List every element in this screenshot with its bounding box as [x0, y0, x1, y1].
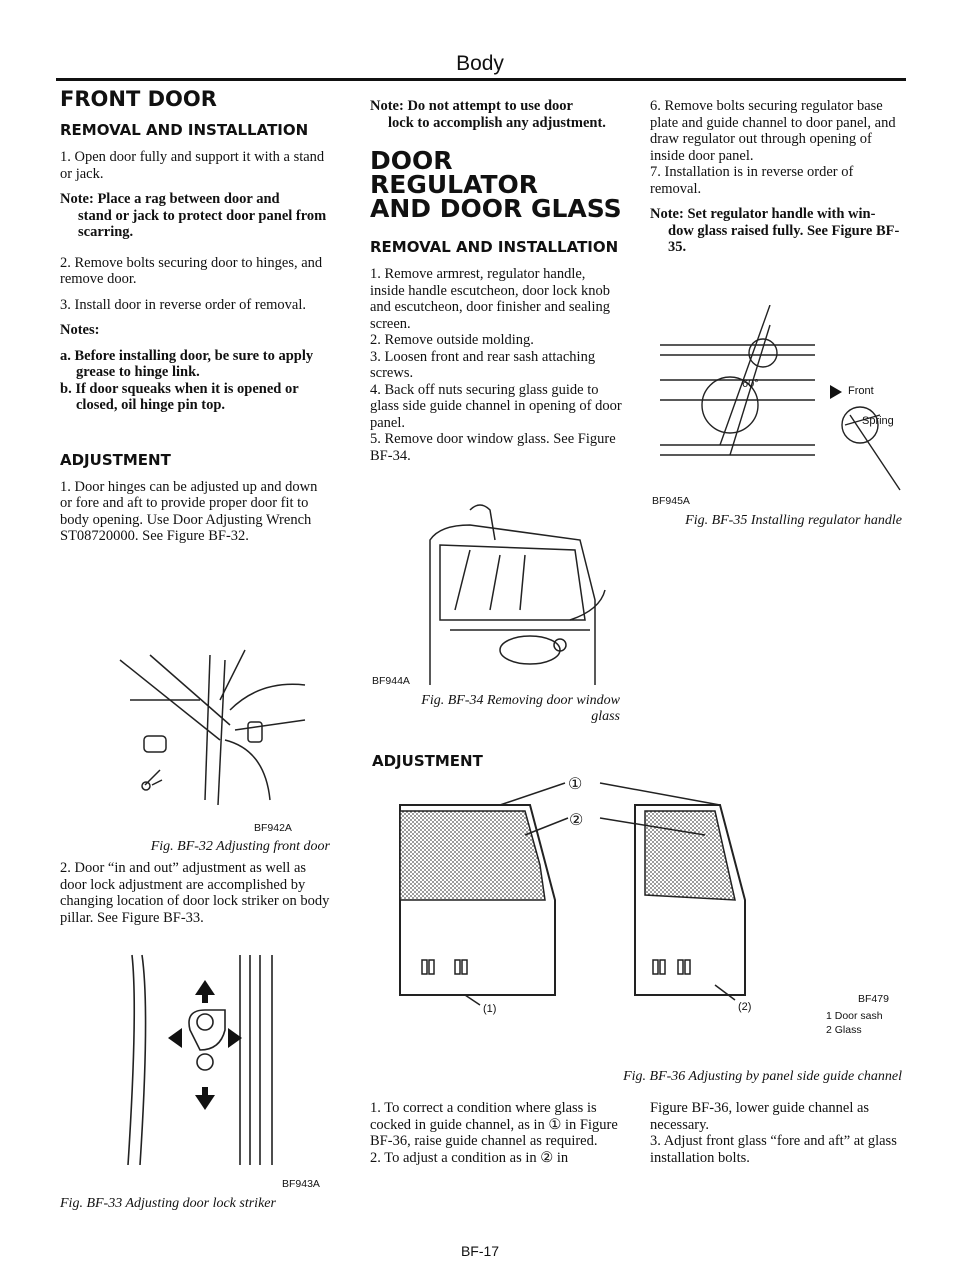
fig-bf36-caption: Fig. BF-36 Adjusting by panel side guide channel	[623, 1069, 902, 1084]
fig-bf35-caption: Fig. BF-35 Installing regulator handle	[685, 513, 902, 528]
fig-bf33-code: BF943A	[282, 1178, 320, 1190]
regulator-handle-note-line1: Note: Set regulator handle with win-	[650, 206, 876, 222]
fig-bf32-illustration	[90, 640, 330, 820]
regulator-step-4: 4. Back off nuts securing glass guide to glass side guide channel in opening of door panel.	[370, 381, 622, 431]
front-door-step-1: 1. Open door fully and support it with a stand or jack.	[60, 149, 325, 182]
front-door-note-a: a. Before installing door, be sure to apply grease to hinge link.	[60, 347, 314, 380]
fig-bf32-caption: Fig. BF-32 Adjusting front door	[150, 839, 330, 854]
regulator-note-line1: Note: Do not attempt to use door	[370, 98, 573, 114]
left-column	[60, 88, 330, 554]
fig-bf36-code: BF479	[858, 993, 889, 1005]
fig-bf35-illustration	[650, 305, 910, 495]
fig-bf36-illustration	[390, 775, 810, 1025]
front-door-step-2: 2. Remove bolts securing door to hinges, and remove door.	[60, 254, 323, 287]
bottom-para-3: Figure BF-36, lower guide channel as necessary.	[650, 1100, 870, 1133]
fig-bf34-illustration	[410, 500, 620, 690]
front-door-note-1-line2: stand or jack to protect door panel from scarring.	[78, 207, 327, 240]
fig-bf36-label-right: (2)	[738, 1001, 752, 1013]
front-door-removal-heading: REMOVAL AND INSTALLATION	[60, 121, 309, 139]
fig-bf35-spring-label: Spring	[862, 415, 894, 427]
bottom-right-column	[650, 1100, 905, 1166]
bottom-left-column	[370, 1100, 625, 1166]
regulator-step-7: 7. Installation is in reverse order of removal.	[650, 164, 854, 197]
fig-bf36-label-left: (1)	[483, 1003, 497, 1015]
regulator-step-1: 1. Remove armrest, regulator handle, inside handle escutcheon, door lock knob and escutcheon, door finisher and sealing screen.	[370, 266, 610, 332]
regulator-step-3: 3. Loosen front and rear sash attaching screws.	[370, 348, 596, 381]
bottom-para-4: 3. Adjust front glass “fore and aft” at glass installation bolts.	[650, 1133, 897, 1166]
front-door-note-1-line1: Note: Place a rag between door and	[60, 191, 280, 207]
fig-bf35-angle: 60°	[742, 378, 759, 390]
fig-bf33-illustration	[110, 950, 340, 1175]
front-door-title: FRONT DOOR	[60, 87, 217, 111]
left-column-lower	[60, 860, 330, 935]
fig-bf33-caption: Fig. BF-33 Adjusting door lock striker	[60, 1196, 276, 1211]
fig-bf36-legend-2: 2 Glass	[826, 1024, 862, 1036]
front-door-note-b: b. If door squeaks when it is opened or closed, oil hinge pin top.	[60, 380, 299, 413]
fig-bf36-legend	[826, 1009, 883, 1037]
right-column	[650, 98, 905, 265]
regulator-step-6: 6. Remove bolts securing regulator base plate and guide channel to door panel, and draw regulator out through opening of inside door panel.	[650, 98, 896, 164]
middle-column	[370, 98, 622, 464]
front-door-adjustment-heading: ADJUSTMENT	[60, 450, 171, 469]
front-door-adjust-1: 1. Door hinges can be adjusted up and down or fore and aft to provide proper door fit to body opening. Use Door Adjusting Wrench ST08720000. See Figure BF-32.	[60, 478, 318, 544]
regulator-step-2: 2. Remove outside molding.	[370, 332, 534, 348]
fig-bf36-callout-2: ②	[569, 812, 584, 829]
fig-bf35-code: BF945A	[652, 495, 690, 507]
bottom-para-1: 1. To correct a condition where glass is cocked in guide channel, as in ① in Figure BF-36, raise guide channel as required.	[370, 1100, 618, 1149]
front-door-adjust-2: 2. Door “in and out” adjustment as well as door lock adjustment are accomplished by changing location of door lock striker on body pillar. See Figure BF-33.	[60, 860, 330, 926]
regulator-handle-note	[650, 206, 905, 256]
regulator-handle-note-line2: dow glass raised fully. See Figure BF-35.	[668, 222, 900, 255]
fig-bf34-caption	[370, 693, 620, 725]
fig-bf36-callout-1: ①	[568, 776, 583, 793]
header-rule	[56, 78, 906, 81]
fig-bf36-legend-1: 1 Door sash	[826, 1010, 883, 1022]
regulator-note-line2: lock to accomplish any adjustment.	[388, 114, 606, 131]
regulator-removal-heading: REMOVAL AND INSTALLATION	[370, 238, 619, 256]
page-header-title: Body	[456, 52, 504, 75]
regulator-step-5: 5. Remove door window glass. See Figure BF-34.	[370, 431, 616, 464]
fig-bf34-caption-line1: Fig. BF-34 Removing door window	[421, 693, 620, 708]
door-regulator-title: DOOR REGULATOR AND DOOR GLASS	[370, 146, 622, 223]
fig-bf32-code: BF942A	[254, 822, 292, 834]
fig-bf34-caption-line2: glass	[591, 709, 620, 724]
regulator-note	[370, 98, 622, 131]
regulator-adjustment-heading: ADJUSTMENT	[372, 752, 483, 770]
page-number: BF-17	[460, 1243, 500, 1259]
front-door-notes-list	[60, 348, 330, 414]
fig-bf34-code: BF944A	[372, 675, 410, 687]
front-door-step-3: 3. Install door in reverse order of removal.	[60, 296, 307, 313]
front-door-note-1	[60, 191, 330, 241]
bottom-para-2: 2. To adjust a condition as in ② in	[370, 1149, 569, 1166]
front-door-notes-label: Notes:	[60, 322, 100, 338]
fig-bf35-front-label: Front	[848, 385, 874, 397]
